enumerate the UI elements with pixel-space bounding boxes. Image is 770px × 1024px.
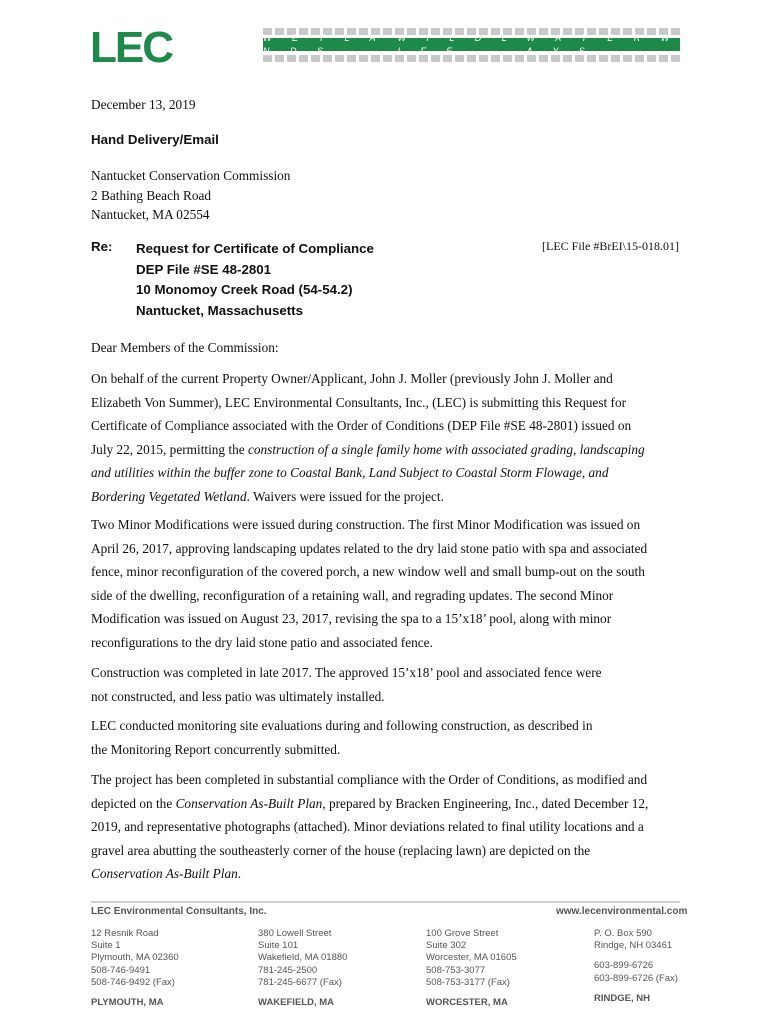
subject-line: Nantucket, Massachusetts <box>136 302 304 318</box>
italic-run: Conservation As-Built Plan <box>91 866 238 881</box>
tagline-wetlands: W E T L A N D S <box>263 32 385 56</box>
subject-line: DEP File #SE 48-2801 <box>136 261 272 277</box>
paragraph-line: the Monitoring Report concurrently submitted. <box>91 741 341 757</box>
office-line: Suite 1 <box>91 940 121 952</box>
tagline-banner <box>263 28 680 64</box>
office-plymouth <box>91 928 179 1009</box>
tagline-wildlife: W I L D L I F E <box>397 32 516 56</box>
office-line: 603-899-6726 (Fax) <box>594 972 678 984</box>
office-line: 508-746-9492 (Fax) <box>91 976 175 988</box>
paragraph-line: The project has been completed in substantial compliance with the Order of Conditions, as modified and <box>91 772 648 787</box>
re-label: Re: <box>91 239 113 254</box>
paragraph-line: side of the dwelling, reconfiguration of a retaining wall, and regrading updates. The second Minor <box>91 587 614 603</box>
paragraph-2 <box>91 513 681 654</box>
office-line: 508-753-3177 (Fax) <box>426 976 510 988</box>
paragraph-line: LEC conducted monitoring site evaluations during and following construction, as described in <box>91 718 593 733</box>
paragraph-line: not constructed, and less patio was ultimately installed. <box>91 688 385 704</box>
tagline-bar <box>263 32 680 56</box>
decorative-pattern-bottom <box>263 55 680 62</box>
paragraph-5 <box>91 768 681 886</box>
footer-divider <box>91 901 680 903</box>
office-line: Suite 101 <box>258 940 299 952</box>
recipient-line: Nantucket Conservation Commission <box>91 168 291 183</box>
office-line: 508-753-3077 <box>426 964 486 976</box>
office-city: PLYMOUTH, MA <box>91 997 164 1009</box>
office-line: Plymouth, MA 02360 <box>91 952 179 964</box>
office-line: Worcester, MA 01605 <box>426 952 517 964</box>
office-line: Wakefield, MA 01880 <box>258 952 348 964</box>
subject-line: 10 Monomoy Creek Road (54-54.2) <box>136 282 353 297</box>
paragraph-line: April 26, 2017, approving landscaping updates related to the dry laid stone patio with spa and associated <box>91 540 648 556</box>
office-line: P. O. Box 590 <box>594 928 652 939</box>
subject-block <box>136 239 374 321</box>
office-line: 603-899-6726 <box>594 960 654 972</box>
paragraph-line: 2019, and representative photographs (attached). Minor deviations related to final utility locations and a <box>91 819 644 834</box>
paragraph-line: Elizabeth Von Summer), LEC Environmental Consultants, Inc., (LEC) is submitting this Request for <box>91 394 627 410</box>
delivery-method: Hand Delivery/Email <box>91 132 219 147</box>
file-reference: [LEC File #BrEI\15-018.01] <box>542 239 679 253</box>
paragraph-line <box>91 792 681 816</box>
footer-company-name: LEC Environmental Consultants, Inc. <box>91 906 267 917</box>
office-wakefield <box>258 928 347 1009</box>
text-run: depicted on the <box>91 795 176 811</box>
recipient-line: 2 Bathing Beach Road <box>91 187 212 203</box>
italic-run: construction of a single family home with associated grading, landscaping <box>247 441 645 457</box>
paragraph-line <box>91 438 681 462</box>
paragraph-line: and utilities within the buffer zone to Coastal Bank, Land Subject to Coastal Storm Flowage, and <box>91 465 609 480</box>
italic-run: Bordering Vegetated Wetland <box>91 488 247 504</box>
office-line: 100 Grove Street <box>426 928 499 939</box>
office-city: RINDGE, NH <box>594 992 650 1004</box>
office-line-spacer <box>594 952 678 960</box>
tagline-waterways: W A T E R W A Y S <box>526 32 679 56</box>
office-city: WAKEFIELD, MA <box>258 997 334 1009</box>
paragraph-line: Certificate of Compliance associated with the Order of Conditions (DEP File #SE 48-2801) issued on <box>91 418 632 433</box>
text-run: July 22, 2015, permitting the <box>91 441 248 457</box>
salutation: Dear Members of the Commission: <box>91 340 279 355</box>
paragraph-line: On behalf of the current Property Owner/Applicant, John J. Moller (previously John J. Moller and <box>91 371 613 386</box>
paragraph-line <box>91 862 681 886</box>
paragraph-1 <box>91 367 681 508</box>
office-rindge <box>594 928 678 1005</box>
office-line: 12 Resnik Road <box>91 928 159 939</box>
paragraph-line: fence, minor reconfiguration of the covered porch, a new window well and small bump-out on the south <box>91 564 645 579</box>
text-run: . Waivers were issued for the project. <box>246 488 444 504</box>
italic-run: Conservation As-Built Plan <box>175 795 323 811</box>
paragraph-line: Modification was issued on August 23, 2017, revising the spa to a 15’x18’ pool, along with minor <box>91 611 612 626</box>
recipient-line: Nantucket, MA 02554 <box>91 207 210 222</box>
paragraph-line: Construction was completed in late 2017. The approved 15’x18’ pool and associated fence were <box>91 665 602 680</box>
paragraph-line: reconfigurations to the dry laid stone patio and associated fence. <box>91 634 433 650</box>
company-logo: LEC <box>90 23 172 72</box>
recipient-address <box>91 166 290 225</box>
footer-website: www.lecenvironmental.com <box>556 906 688 917</box>
office-line: 781-245-6677 (Fax) <box>258 976 342 988</box>
office-line: 781-245-2500 <box>258 964 318 976</box>
text-run: , prepared by Bracken Engineering, Inc., dated December 12, <box>322 795 649 811</box>
text-run: . <box>237 866 242 881</box>
subject-line: Request for Certificate of Compliance <box>136 241 374 256</box>
paragraph-line <box>91 485 681 509</box>
paragraph-line: Two Minor Modifications were issued during construction. The first Minor Modification was issued on <box>91 517 641 532</box>
office-line: Suite 302 <box>426 940 467 952</box>
paragraph-3 <box>91 661 681 708</box>
paragraph-line: gravel area abutting the southeasterly corner of the house (replacing lawn) are depicted on the <box>91 842 591 858</box>
office-line: 380 Lowell Street <box>258 928 332 939</box>
office-line: 508-746-9491 <box>91 964 151 976</box>
paragraph-4 <box>91 714 681 761</box>
office-worcester <box>426 928 517 1009</box>
letter-date: December 13, 2019 <box>91 97 196 112</box>
office-line: Rindge, NH 03461 <box>594 940 673 952</box>
office-city: WORCESTER, MA <box>426 997 508 1009</box>
